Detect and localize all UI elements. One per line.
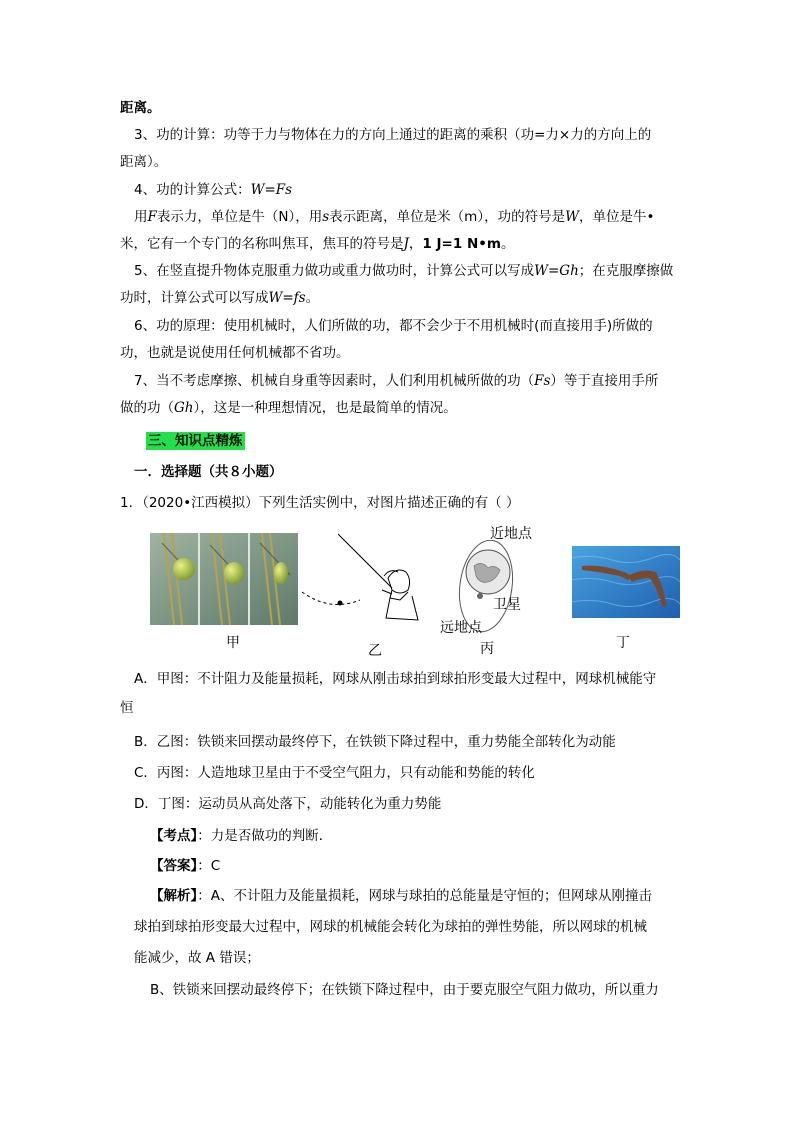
diver [582, 566, 667, 607]
knowledge-point [150, 826, 332, 846]
explanation-line: 能减少，故 A 错误； [134, 950, 260, 966]
symbol: J [403, 236, 409, 252]
figure-caption: 丙 [480, 641, 494, 657]
section-heading [146, 431, 245, 451]
answer-label: 【答案】 [150, 858, 198, 874]
answer-text: ：C [197, 858, 221, 874]
text-span: ， [408, 236, 423, 252]
person-figure [382, 570, 418, 620]
formula: 1 J=1 N•m [422, 236, 501, 252]
explanation-line: 球拍到球拍形变最大过程中，网球的机械能会转化为球拍的弹性势能，所以网球的机械 [134, 919, 647, 935]
option-c: C．丙图：人造地球卫星由于不受空气阻力，只有动能和势能的转化 [134, 765, 535, 781]
text-span: 5、在竖直提升物体克服重力做功或重力做功时，计算公式可以写成 [134, 263, 535, 279]
text-span: 功时，计算公式可以写成 [120, 290, 269, 306]
text-line [120, 398, 457, 418]
section-heading-text: 三、知识点精炼 [148, 433, 243, 449]
text-span: 7、当不考虑摩擦、机械自身重等因素时，人们利用机械所做的功（ [134, 373, 535, 389]
text-span: ），这是一种理想情况，也是最简单的情况。 [193, 400, 457, 416]
explanation [150, 886, 652, 906]
text-line [134, 180, 292, 200]
text-line: 6、功的原理：使用机械时，人们所做的功，都不会少于不用机械时(而直接用手)所做的 [134, 318, 653, 334]
pendulum-string [338, 534, 392, 588]
text-span: 用 [134, 209, 148, 225]
text-line [120, 288, 319, 308]
text-line [120, 234, 514, 254]
option-a-cont: 恒 [120, 700, 134, 716]
symbol: F [147, 209, 157, 225]
iron-lock [338, 601, 343, 606]
label-apogee: 远地点 [440, 620, 482, 636]
pendulum-drawing [300, 532, 430, 632]
explanation-text: ：A、不计阻力及能量损耗，网球与球拍的总能量是守恒的；但网球从刚撞击 [197, 888, 652, 904]
text-span: 表示力，单位是牛（N），用 [156, 209, 323, 225]
explanation-line: B、铁锁来回摆动最终停下；在铁锁下降过程中，由于要克服空气阻力做功，所以重力 [150, 982, 659, 998]
text-span: 米，它有一个专门的名称叫焦耳，焦耳的符号是 [120, 236, 404, 252]
text-span: 。 [500, 236, 515, 252]
text-span: 。 [305, 290, 320, 306]
earth [466, 550, 510, 594]
formula: W=fs [268, 290, 306, 306]
symbol: s [322, 209, 330, 225]
label-satellite: 卫星 [493, 597, 521, 613]
text-span: ；在克服摩擦做 [578, 263, 674, 279]
text-line: 距离）。 [120, 154, 168, 170]
knowledge-point-text: ：力是否做功的判断． [197, 828, 333, 844]
option-d: D．丁图：运动员从高处落下，动能转化为重力势能 [134, 796, 442, 812]
tennis-ball [173, 558, 195, 580]
tennis-ball-photo [150, 533, 298, 625]
text-line: 距离。 [120, 100, 161, 116]
swing-path [302, 592, 360, 605]
explanation-label: 【解析】 [150, 888, 198, 904]
text-line [134, 261, 673, 281]
text-span: 4、功的计算公式： [134, 182, 251, 198]
figure-caption: 甲 [226, 635, 240, 651]
label-perigee: 近地点 [490, 526, 532, 542]
option-a: A．甲图：不计阻力及能量损耗，网球从刚击球拍到球拍形变最大过程中，网球机械能守 [134, 671, 657, 687]
orbit [454, 540, 518, 635]
text-line [134, 207, 654, 227]
text-line [134, 371, 658, 391]
figure-caption: 丁 [616, 635, 630, 651]
tennis-ball [274, 562, 288, 584]
knowledge-point-label: 【考点】 [150, 828, 198, 844]
subsection-heading: 一．选择题（共８小题） [134, 464, 283, 480]
text-span: 做的功（ [120, 400, 174, 416]
text-span: ，单位是牛• [578, 209, 655, 225]
tennis-ball [224, 562, 244, 584]
formula: W=Fs [250, 182, 293, 198]
text-span: 表示距离，单位是米（m），功的符号是 [329, 209, 566, 225]
text-span: ）等于直接用手所 [550, 373, 659, 389]
figure-caption: 乙 [368, 643, 382, 659]
formula: Gh [174, 400, 194, 416]
symbol: W [565, 209, 579, 225]
diver-photo [572, 546, 680, 618]
option-b: B．乙图：铁锁来回摆动最终停下，在铁锁下降过程中，重力势能全部转化为动能 [134, 734, 616, 750]
text-line: 功，也就是说使用任何机械都不省功。 [120, 345, 350, 361]
satellite [477, 593, 483, 599]
satellite-orbit-drawing [448, 540, 528, 640]
formula: Fs [534, 373, 551, 389]
formula: W=Gh [534, 263, 579, 279]
answer [150, 856, 220, 876]
text-line: 3、功的计算：功等于力与物体在力的方向上通过的距离的乘积（功=力×力的方向上的 [134, 127, 652, 143]
question-stem: 1．（2020•江西模拟）下列生活实例中，对图片描述正确的有（ ） [120, 495, 520, 511]
